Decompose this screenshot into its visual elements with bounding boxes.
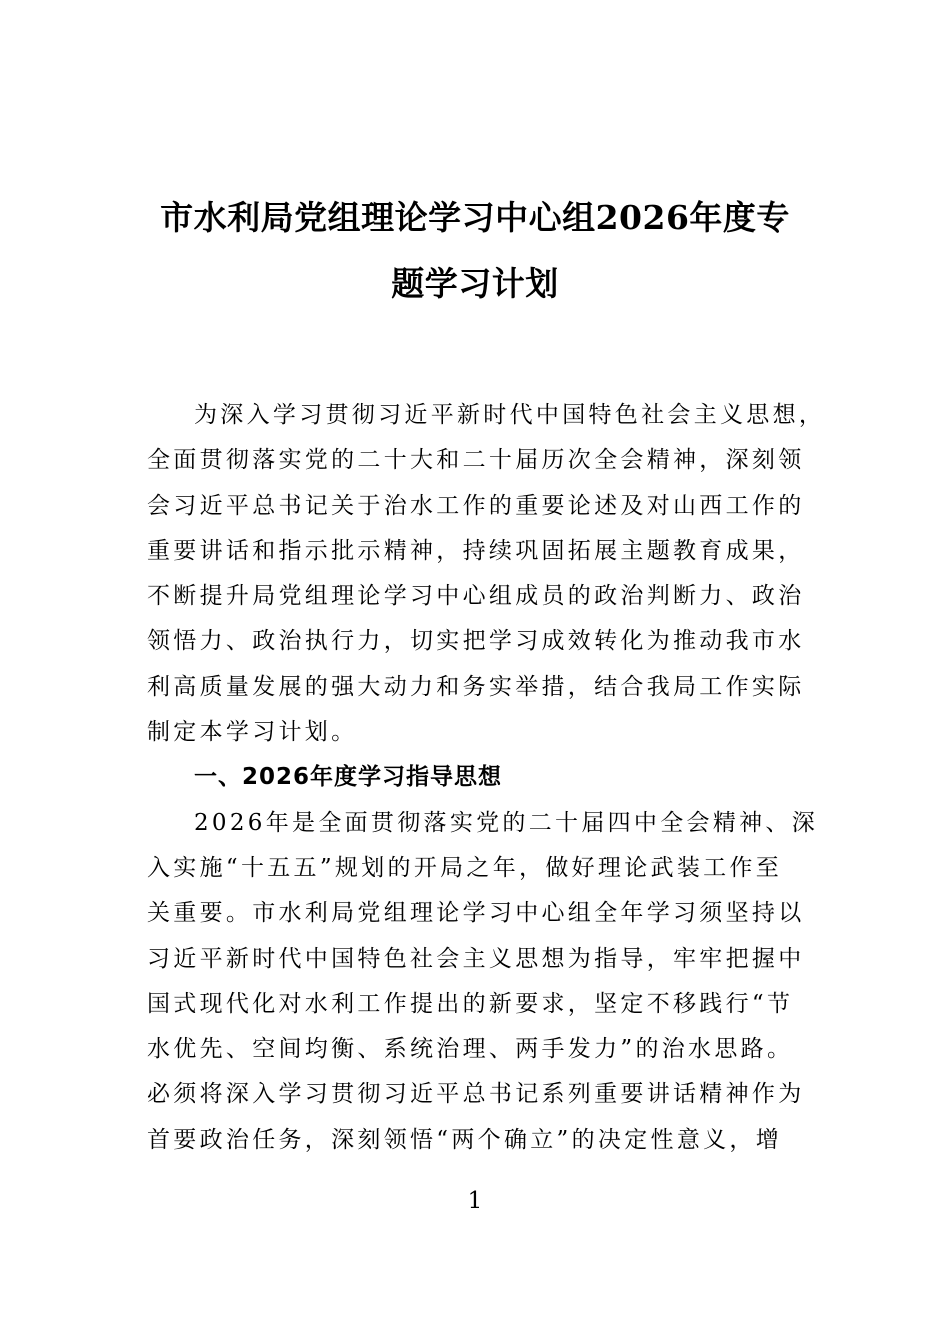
- section-line: 2026年是全面贯彻落实党的二十届四中全会精神、深: [194, 809, 819, 836]
- section-line: 国式现代化对水利工作提出的新要求，坚定不移践行“节: [147, 990, 794, 1017]
- section-line: 习近平新时代中国特色社会主义思想为指导，牢牢把握中: [147, 945, 805, 972]
- title-line-2: 题学习计划: [391, 264, 559, 303]
- section-line: 必须将深入学习贯彻习近平总书记系列重要讲话精神作为: [147, 1081, 805, 1108]
- intro-line: 全面贯彻落实党的二十大和二十届历次全会精神，深刻领: [147, 447, 805, 474]
- intro-line: 会习近平总书记关于治水工作的重要论述及对山西工作的: [147, 492, 805, 519]
- title-line-1: 市水利局党组理论学习中心组2026年度专: [160, 198, 790, 237]
- section-heading-text: 一、2026年度学习指导思想: [194, 764, 503, 791]
- section-line: 关重要。市水利局党组理论学习中心组全年学习须坚持以: [147, 900, 805, 927]
- intro-line: 重要讲话和指示批示精神，持续巩固拓展主题教育成果，: [147, 537, 805, 564]
- section-line: 入实施“十五五”规划的开局之年，做好理论武装工作至: [147, 854, 783, 881]
- page-number: 1: [467, 1188, 483, 1214]
- section-paragraph: [147, 801, 819, 1163]
- section-line: 首要政治任务，深刻领悟“两个确立”的决定性意义，增: [147, 1126, 783, 1153]
- intro-paragraph: [147, 393, 826, 755]
- section-line: 水优先、空间均衡、系统治理、两手发力”的治水思路。: [147, 1036, 794, 1063]
- document-title: [100, 185, 850, 317]
- document-body: [147, 393, 826, 1163]
- intro-line: 不断提升局党组理论学习中心组成员的政治判断力、政治: [147, 583, 805, 610]
- intro-line: 为深入学习贯彻习近平新时代中国特色社会主义思想，: [194, 402, 826, 428]
- intro-line: 领悟力、政治执行力，切实把学习成效转化为推动我市水: [147, 628, 805, 655]
- intro-line: 利高质量发展的强大动力和务实举措，结合我局工作实际: [147, 673, 805, 700]
- intro-line: 制定本学习计划。: [147, 719, 358, 746]
- section-heading: [147, 755, 812, 800]
